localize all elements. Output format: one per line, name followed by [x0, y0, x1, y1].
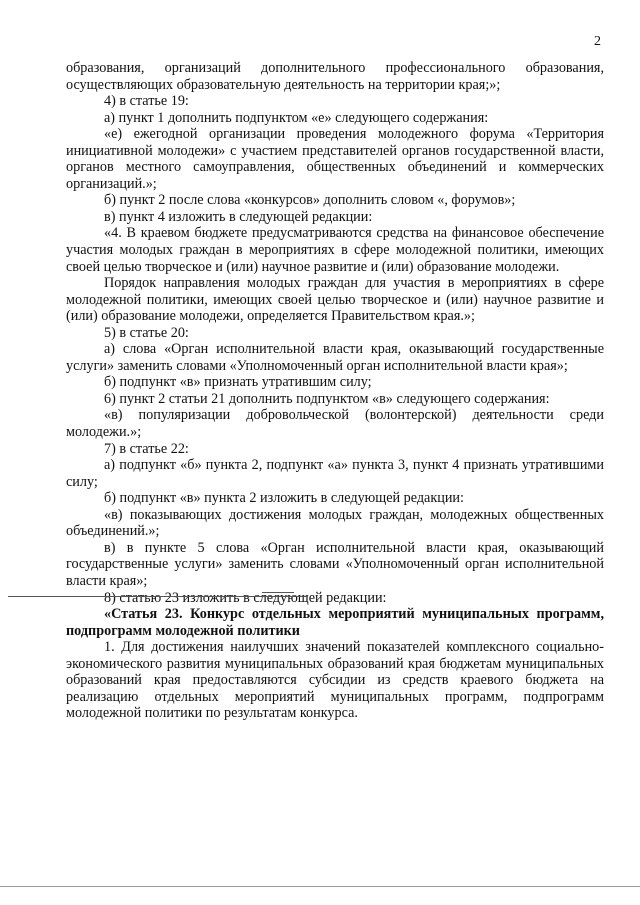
- scan-artifact-dash: [262, 592, 294, 593]
- paragraph: а) пункт 1 дополнить подпунктом «е» следующего содержания:: [104, 109, 489, 126]
- paragraph: б) подпункт «в» пункта 2 изложить в следующей редакции:: [104, 490, 464, 507]
- paragraph: в) в пункте 5 слова «Орган исполнительной власти края, оказывающий государственные услуги» заменить словами «Уполномоченный орган исполнительной власти края»;: [66, 539, 604, 589]
- paragraph: 7) в статье 22:: [104, 440, 189, 457]
- paragraph: в) пункт 4 изложить в следующей редакции:: [104, 208, 373, 225]
- page-bottom-edge: [0, 886, 640, 887]
- scan-artifact-line: [8, 596, 308, 597]
- paragraph: б) подпункт «в» признать утратившим силу;: [104, 374, 372, 391]
- paragraph: образования, организаций дополнительного профессионального образования, осуществляющих образовательную деятельность на территории края;»;: [66, 60, 604, 93]
- paragraph: Порядок направления молодых граждан для участия в мероприятиях в сфере молодежной политики, имеющих своей целью творческое и (или) научное развитие и (или) образование молодежи, определяется Правительством края.»;: [66, 275, 604, 325]
- paragraph: «4. В краевом бюджете предусматриваются средства на финансовое обеспечение участия молодых граждан в мероприятиях в сфере молодежной политики, имеющих своей целью творческое и (или) научное развитие и (или) образование молодежи.: [66, 225, 604, 275]
- paragraph: 8) статью 23 изложить в следующей редакции:: [104, 589, 387, 606]
- paragraph: 1. Для достижения наилучших значений показателей комплексного социально-экономического развития муниципальных образований края бюджетам муниципальных образований края предоставляются субсидии из средств краевого бюджета на реализацию отдельных мероприятий муниципальных программ, подпрограмм молодежной политики по результатам конкурса.: [66, 639, 604, 722]
- paragraph: 6) пункт 2 статьи 21 дополнить подпунктом «в» следующего содержания:: [104, 390, 550, 407]
- paragraph: «в) популяризации добровольческой (волонтерской) деятельности среди молодежи.»;: [66, 407, 604, 441]
- paragraph: «е) ежегодной организации проведения молодежного форума «Территория инициативной молодежи» с участием представителей органов государственной власти, органов местного самоуправления, общественных объединений и коммерческих организаций.»;: [66, 126, 604, 192]
- paragraph: «в) показывающих достижения молодых граждан, молодежных общественных объединений.»;: [66, 506, 604, 540]
- document-body: [66, 60, 604, 722]
- paragraph: 5) в статье 20:: [104, 324, 189, 341]
- paragraph: а) слова «Орган исполнительной власти края, оказывающий государственные услуги» заменить словами «Уполномоченный орган исполнительной власти края»;: [66, 341, 604, 374]
- paragraph: б) пункт 2 после слова «конкурсов» дополнить словом «, форумов»;: [104, 192, 516, 209]
- paragraph: 4) в статье 19:: [104, 93, 189, 110]
- page-number: 2: [594, 34, 601, 49]
- article-heading: «Статья 23. Конкурс отдельных мероприятий муниципальных программ, подпрограмм молодежной политики: [66, 606, 604, 639]
- paragraph: а) подпункт «б» пункта 2, подпункт «а» пункта 3, пункт 4 признать утратившими силу;: [66, 457, 604, 490]
